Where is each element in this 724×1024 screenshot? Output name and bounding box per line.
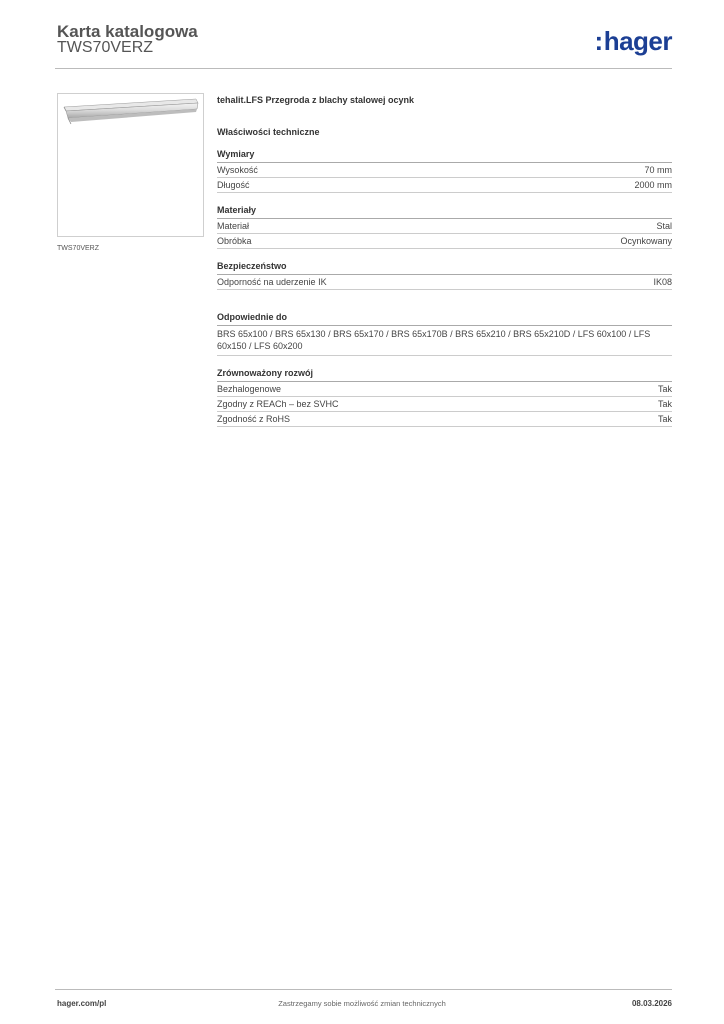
spec-label: Wysokość [217,165,258,175]
page-title: Karta katalogowa [57,22,198,41]
product-description: tehalit.LFS Przegroda z blachy stalowej ocynk [217,95,415,105]
spec-label: Długość [217,180,250,190]
group-title-suitable: Odpowiednie do [217,312,672,326]
product-image [57,93,204,237]
spec-value: 70 mm [644,165,672,175]
logo-text: hager [603,26,672,56]
spec-label: Zgodny z REACh – bez SVHC [217,399,339,409]
logo-colon: : [594,26,603,56]
footer-divider [55,989,672,990]
footer-disclaimer: Zastrzegamy sobie możliwość zmian technicznych [278,999,446,1008]
hager-logo[interactable] [595,28,672,54]
spec-value: Tak [657,384,672,394]
spec-value: Ocynkowany [620,236,672,246]
spec-row [217,397,672,412]
spec-value: IK08 [653,277,672,287]
spec-heading: Właściwości techniczne [217,127,320,137]
product-code: TWS70VERZ [57,39,154,56]
header-divider [55,68,672,69]
group-title-materials: Materiały [217,205,672,219]
compatible-products-text: BRS 65x100 / BRS 65x130 / BRS 65x170 / BRS 65x170B / BRS 65x210 / BRS 65x210D / LFS 60x100 / LFS 60x150 / LFS 60x200 [217,326,672,356]
spec-label: Zgodność z RoHS [217,414,291,424]
group-title-dimensions: Wymiary [217,149,672,163]
spec-row [217,219,672,234]
spec-row [217,163,672,178]
spec-value: Tak [657,414,672,424]
spec-value: 2000 mm [634,180,672,190]
spec-value: Stal [656,221,672,231]
spec-label: Materiał [217,221,250,231]
spec-label: Odporność na uderzenie IK [217,277,327,287]
spec-row [217,234,672,249]
spec-label: Bezhalogenowe [217,384,282,394]
spec-row [217,412,672,427]
spec-row [217,275,672,290]
group-title-sustainability: Zrównoważony rozwój [217,368,672,382]
footer-website-link[interactable]: hager.com/pl [57,999,107,1008]
spec-row [217,382,672,397]
spec-label: Obróbka [217,236,252,246]
footer-date: 08.03.2026 [631,999,672,1008]
group-title-safety: Bezpieczeństwo [217,261,672,275]
spec-content [217,95,672,427]
spec-row [217,178,672,193]
cable-divider-illustration [58,94,203,236]
spec-value: Tak [657,399,672,409]
image-caption: TWS70VERZ [57,245,100,252]
